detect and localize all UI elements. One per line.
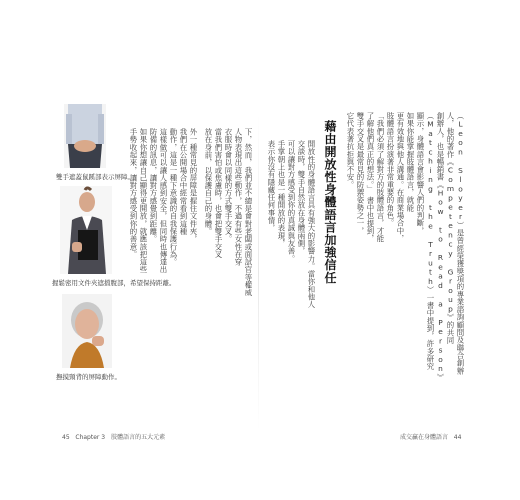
right-book-title: 成交贏在身體語言	[400, 434, 449, 441]
right-text-col-10: 了解他們真正的想法。」 書中也提到，	[366, 112, 375, 243]
caption-photo2: 握鬆密用文件夾遮擋腹部，希望保持距離。	[52, 279, 176, 287]
gutter-shadow	[258, 115, 259, 430]
left-text-col-5: 放在身前，以保護自己的身體。	[204, 128, 213, 236]
right-text-col-7: 更有效地與他人溝通。在商業場合中，	[396, 112, 405, 243]
right-page-number: 44	[453, 434, 462, 441]
body-col-2: 交談時，雙手自然放在身體兩側，	[297, 140, 306, 255]
photo-hands-barrier	[64, 104, 106, 168]
right-text-col-6: 如果你能掌握肢體語言，就能	[406, 112, 415, 212]
left-text-col-6: 外一種常見的屏障是握住文件夾，	[189, 128, 198, 243]
left-folio	[62, 432, 165, 441]
left-text-col-12: 手勢收起來，讓對方感受到你的善意。	[129, 128, 138, 259]
body-col-4: 手掌朝上也是一種開放的表現，	[277, 140, 286, 248]
woman-touching-neck-image	[62, 294, 112, 368]
right-text-col-9: 「我們必須了解對方的肢體語言，才能	[376, 112, 385, 243]
left-text-col-2: 人物表現出這些動作，不過有些女性在穿	[234, 128, 243, 266]
left-text-col-3: 衣服時會以同樣的方式雙手交叉。	[224, 128, 233, 243]
right-folio	[400, 432, 461, 441]
caption-photo1: 雙手遮蓋鼠蹊部表示屏障。	[56, 173, 134, 181]
man-hands-crossed-image	[64, 104, 106, 168]
section-heading: 藉由開放性身體語言加強信任	[323, 120, 337, 284]
man-holding-folder-image	[60, 186, 112, 274]
left-text-col-7: 我們在公開場合中經常看到這種	[179, 128, 188, 236]
left-page-number: 45	[62, 434, 70, 441]
left-text-col-10: 防備的訊息，讓對方感覺到距離。	[149, 128, 158, 243]
left-text-col-11: 如果你想讓自己顯得更開放，就應該把這些	[139, 128, 148, 274]
photo-folder-barrier	[60, 186, 112, 274]
right-text-col-8: 肢體語言扮演著非常重要的角色。	[386, 112, 395, 227]
left-text-col-8: 動作，這是一種下意識的自我保護行為。	[169, 128, 178, 266]
photo-neck-touch	[62, 294, 112, 368]
right-text-col-11: 雙手交叉是最常見的防禦姿勢之一，	[356, 112, 365, 235]
right-text-col-5: 顯示，身體語言會影響人們的判斷，	[416, 112, 425, 235]
body-col-1: 開放性的身體語言具有強大的影響力。當你和他人	[307, 140, 316, 309]
left-text-col-1: 下，然而，我們並不總是會對老闆或面試官等權威	[244, 128, 253, 297]
left-text-col-4: 當我們害怕或焦慮時，也會把雙手交叉	[214, 128, 223, 259]
right-text-col-12: 它代表著抗拒與不安。	[346, 112, 355, 189]
body-col-3: 可以讓對方感受到你的真誠與友善。	[287, 140, 296, 263]
body-col-5: 表示你沒有隱藏任何事情，	[267, 140, 276, 232]
caption-photo3: 撫摸頸背的屏障動作。	[56, 373, 121, 381]
right-text-col-4: （Matching the Truth）一書中提到，許多研究	[426, 112, 435, 371]
left-chapter-title: Chapter 3 肢體語言的五大元素	[75, 434, 166, 441]
left-text-col-9: 這樣做可以讓人感到安全，但同時也傳達出	[159, 128, 168, 274]
right-text-col-2: 人，他的著作《Competency Group》的共同	[446, 112, 455, 345]
right-text-col-1: （Leon Sloyer）是曾經榮獲獎項的專業諮詢顧問及聯合創辦	[456, 112, 465, 375]
right-text-col-3: 創辦人，也是暢銷書《How to Read a Person》	[436, 112, 445, 382]
